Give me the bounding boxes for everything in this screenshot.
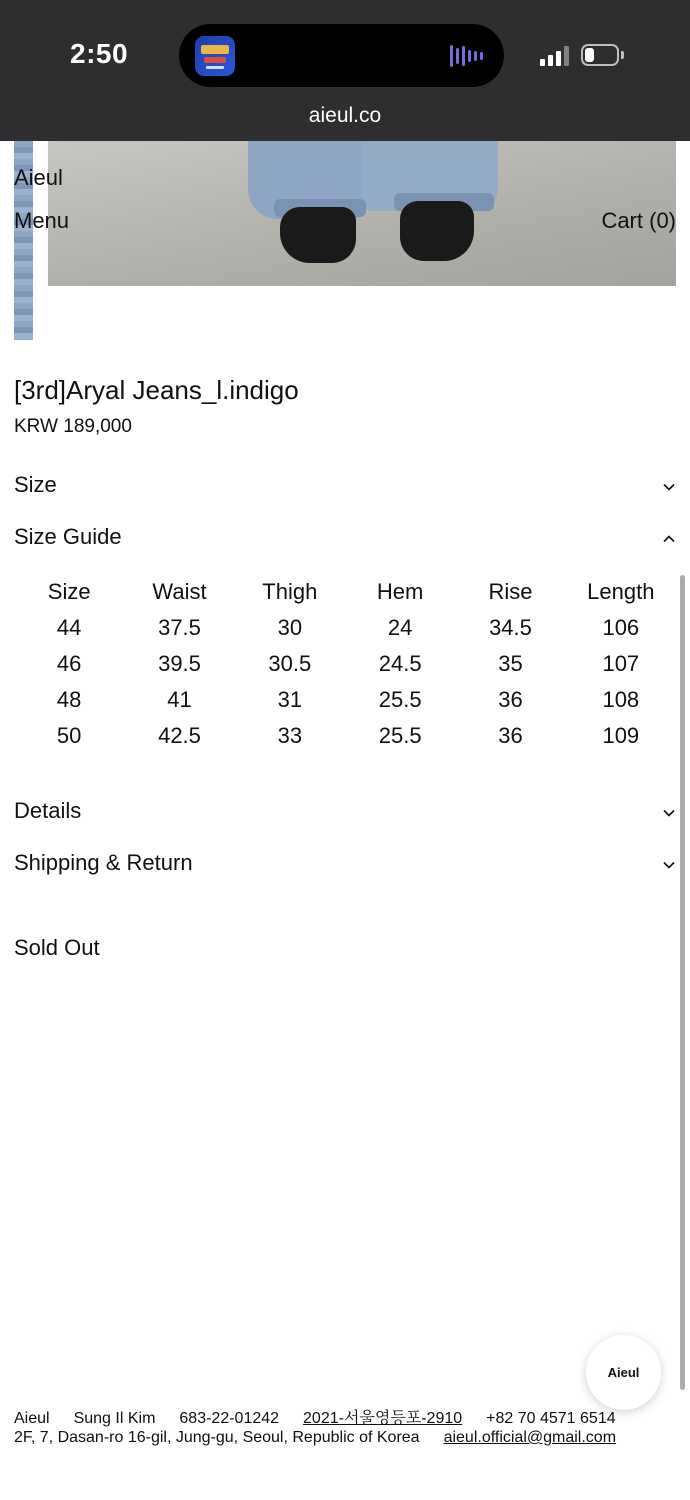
column-header: Thigh: [262, 579, 318, 604]
scrollbar[interactable]: [680, 575, 685, 1390]
shipping-return-accordion[interactable]: [14, 850, 676, 882]
table-cell: 106: [602, 615, 640, 640]
table-cell: 42.5: [158, 723, 201, 748]
footer-email-link[interactable]: aieul.official@gmail.com: [443, 1429, 617, 1446]
footer-row-business: [14, 1409, 676, 1428]
footer: [14, 1409, 676, 1447]
table-header-row: [14, 574, 676, 610]
chat-button[interactable]: Aieul: [586, 1335, 661, 1410]
table-cell: 25.5: [378, 723, 422, 748]
footer-owner: Sung Il Kim: [73, 1410, 156, 1427]
table-cell: 30: [277, 615, 303, 640]
table-cell: 37.5: [158, 615, 201, 640]
column-header: Waist: [152, 579, 207, 604]
table-row: [14, 718, 676, 754]
table-row: [14, 682, 676, 718]
footer-address: 2F, 7, Dasan-ro 16-gil, Jung-gu, Seoul, Republic of Korea: [14, 1429, 420, 1446]
column-header: Rise: [488, 579, 533, 604]
details-accordion-label: Details: [14, 798, 82, 823]
shipping-return-accordion-label: Shipping & Return: [14, 850, 193, 875]
footer-row-address: [14, 1428, 676, 1447]
column-header: Size: [47, 579, 91, 604]
clock: 2:50: [70, 38, 129, 69]
music-app-icon: [195, 36, 235, 76]
status-bar: [0, 0, 690, 141]
url-bar[interactable]: aieul.co: [308, 104, 382, 127]
table-cell: 44: [56, 615, 82, 640]
table-cell: 25.5: [378, 687, 422, 712]
table-cell: 36: [498, 687, 523, 712]
table-cell: 109: [602, 723, 640, 748]
chevron-down-icon: [662, 480, 676, 494]
table-cell: 107: [602, 651, 640, 676]
size-accordion[interactable]: [14, 472, 676, 504]
audio-waveform-icon: [450, 44, 488, 68]
table-cell: 35: [498, 651, 523, 676]
column-header: Length: [587, 579, 655, 604]
table-row: [14, 646, 676, 682]
product-price: KRW 189,000: [14, 416, 132, 437]
battery-tip: [621, 51, 624, 59]
product-title: [3rd]Aryal Jeans_l.indigo: [14, 375, 299, 405]
size-guide-accordion[interactable]: [14, 524, 676, 556]
table-row: [14, 610, 676, 646]
table-cell: 33: [277, 723, 303, 748]
table-cell: 24.5: [378, 651, 422, 676]
table-cell: 39.5: [158, 651, 201, 676]
cellular-signal-icon: [540, 46, 570, 66]
menu-button[interactable]: Menu: [14, 208, 70, 233]
battery-icon: [581, 44, 619, 66]
sold-out-button[interactable]: Sold Out: [14, 935, 100, 960]
footer-company: Aieul: [14, 1410, 50, 1427]
brand-logo[interactable]: Aieul: [14, 165, 63, 190]
table-cell: 30.5: [268, 651, 312, 676]
column-header: Hem: [376, 579, 424, 604]
chevron-down-icon: [662, 806, 676, 820]
table-cell: 24: [387, 615, 413, 640]
dynamic-island[interactable]: [179, 24, 504, 87]
table-cell: 48: [56, 687, 82, 712]
size-guide-accordion-label: Size Guide: [14, 524, 122, 549]
footer-phone[interactable]: +82 70 4571 6514: [486, 1410, 616, 1427]
table-cell: 34.5: [489, 615, 532, 640]
chevron-up-icon: [662, 532, 676, 546]
size-accordion-label: Size: [14, 472, 57, 497]
table-cell: 41: [167, 687, 192, 712]
footer-registration-link[interactable]: 2021-서울영등포-2910: [303, 1410, 463, 1427]
table-cell: 31: [277, 687, 303, 712]
table-cell: 50: [56, 723, 82, 748]
table-cell: 108: [602, 687, 640, 712]
table-cell: 36: [498, 723, 523, 748]
chevron-down-icon: [662, 858, 676, 872]
details-accordion[interactable]: [14, 798, 676, 830]
cart-button[interactable]: Cart (0): [601, 208, 676, 233]
product-image[interactable]: [48, 141, 676, 286]
size-guide-table: [14, 574, 676, 754]
footer-business-number: 683-22-01242: [179, 1410, 280, 1427]
table-cell: 46: [56, 651, 82, 676]
